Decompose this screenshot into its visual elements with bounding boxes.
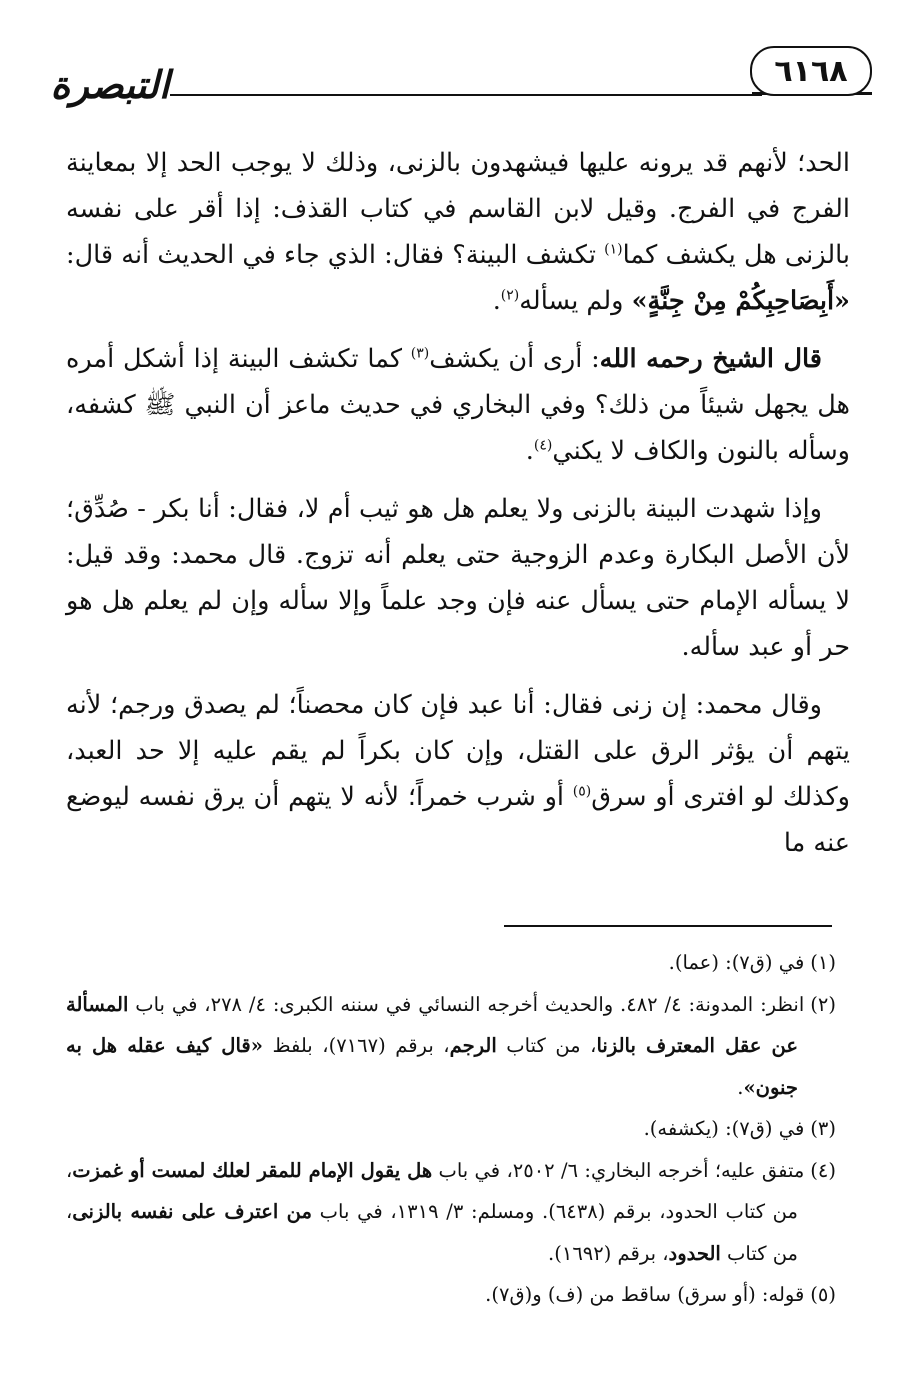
- page-number: ٦١٦٨: [750, 46, 872, 96]
- footnote-text: ، من كتاب: [496, 1034, 597, 1057]
- footnote-text: ، برقم (٧١٦٧)، بلفظ: [262, 1034, 450, 1057]
- footnote-5: [66, 1274, 836, 1316]
- footnote-number: (٣): [810, 1117, 836, 1140]
- paragraph-1-text-b: تكشف البينة؟ فقال: الذي جاء في الحديث أنه قال:: [66, 240, 605, 270]
- paragraph-1-text-c: ولم يسأله: [519, 286, 632, 316]
- footnote-text: انظر: المدونة: ٤/ ٤٨٢. والحديث أخرجه النسائي في سننه الكبرى: ٤/ ٢٧٨، في باب: [128, 992, 805, 1016]
- footnote-text: في (ق٧): (عما).: [668, 951, 805, 974]
- paragraph-4: [66, 682, 850, 866]
- header-rule: [170, 94, 762, 96]
- footnote-bold: من اعترف على نفسه بالزنى: [72, 1200, 312, 1223]
- footnote-text: ، من كتاب: [66, 1200, 798, 1265]
- footnote-separator: [504, 925, 832, 927]
- footnote-2: [66, 984, 836, 1109]
- page-header: [50, 44, 872, 107]
- footnote-text: ، من كتاب الحدود، برقم (٦٤٣٨). ومسلم: ٣/ ١٣١٩، في باب: [66, 1158, 798, 1223]
- footnote-number: (١): [810, 951, 836, 974]
- footnotes: [66, 942, 836, 1316]
- footnote-4: [66, 1150, 836, 1275]
- footnote-number: (٥): [810, 1283, 836, 1306]
- paragraph-1-text: الحد؛ لأنهم قد يرونه عليها فيشهدون بالزنى، وذلك لا يوجب الحد إلا بمعاينة الفرج في الفرج. وقيل لابن القاسم في كتاب القذف: إذا أقر على نفسه بالزنى هل يكشف كما: [66, 148, 850, 270]
- footnote-text: متفق عليه؛ أخرجه البخاري: ٦/ ٢٥٠٢، في باب: [432, 1158, 805, 1182]
- paragraph-3: وإذا شهدت البينة بالزنى ولا يعلم هل هو ثيب أم لا، فقال: أنا بكر - صُدِّق؛ لأن الأصل البكارة وعدم الزوجية حتى يعلم أنه تزوج. قال محمد: وقد قيل: لا يسأله الإمام حتى يسأل عنه فإن وجد علماً وإلا سأله وإن لم يعلم هل هو حر أو عبد سأله.: [66, 494, 850, 662]
- footnote-text: قوله: (أو سرق) ساقط من (ف) و(ق٧).: [485, 1283, 805, 1306]
- paragraph-4-text-b: أو شرب خمراً؛ لأنه لا يتهم أن يرق نفسه ليوضع عنه ما: [66, 782, 850, 858]
- footnote-bold: هل يقول الإمام للمقر لعلك لمست أو غمزت: [72, 1158, 433, 1182]
- footnote-ref-4: (٤): [533, 437, 553, 454]
- paragraph-2-end: .: [525, 436, 534, 466]
- footnote-text: في (ق٧): (يكشفه).: [643, 1117, 805, 1140]
- footnote-bold: «قال كيف عقله هل به جنون»: [66, 1034, 798, 1099]
- footnote-number: (٢): [810, 992, 836, 1016]
- hadith-quote: «أَبِصَاحِبِكُمْ مِنْ جِنَّةٍ»: [631, 286, 850, 316]
- footnote-text: .: [737, 1075, 744, 1099]
- paragraph-2: [66, 336, 850, 474]
- paragraph-1-end: .: [492, 286, 501, 316]
- paragraph-4-text: وقال محمد: إن زنى فقال: أنا عبد فإن كان محصناً؛ لم يصدق ورجم؛ لأنه يتهم أن يؤثر الرق على القتل، وإن كان بكراً لم يقم عليه إلا حد العبد، وكذلك لو افترى أو سرق: [66, 690, 850, 812]
- footnote-ref-1: (١): [604, 241, 623, 258]
- footnote-ref-2: (٢): [500, 287, 520, 304]
- footnote-bold: الحدود: [668, 1241, 721, 1265]
- footnote-ref-5: (٥): [572, 783, 592, 800]
- sheikh-said: قال الشيخ رحمه الله: [599, 344, 822, 374]
- footnote-bold: الرجم: [449, 1034, 497, 1057]
- main-text: [66, 140, 850, 878]
- paragraph-1: [66, 140, 850, 324]
- footnote-text: ، برقم (١٦٩٢).: [548, 1241, 669, 1265]
- paragraph-2-text: : أرى أن يكشف: [429, 344, 600, 374]
- paragraph-2-text-b: كما تكشف البينة إذا أشكل أمره هل يجهل شيئاً من ذلك؟ وفي البخاري في حديث ماعز أن النبي ﷺ كشفه، وسأله بالنون والكاف لا يكني: [66, 344, 850, 466]
- footnote-bold: المسألة عن عقل المعترف بالزنا: [66, 992, 798, 1057]
- footnote-number: (٤): [810, 1158, 836, 1182]
- book-title: التبصرة: [50, 62, 170, 107]
- footnote-3: [66, 1108, 836, 1150]
- footnote-ref-3: (٣): [410, 345, 430, 362]
- footnote-1: [66, 942, 836, 984]
